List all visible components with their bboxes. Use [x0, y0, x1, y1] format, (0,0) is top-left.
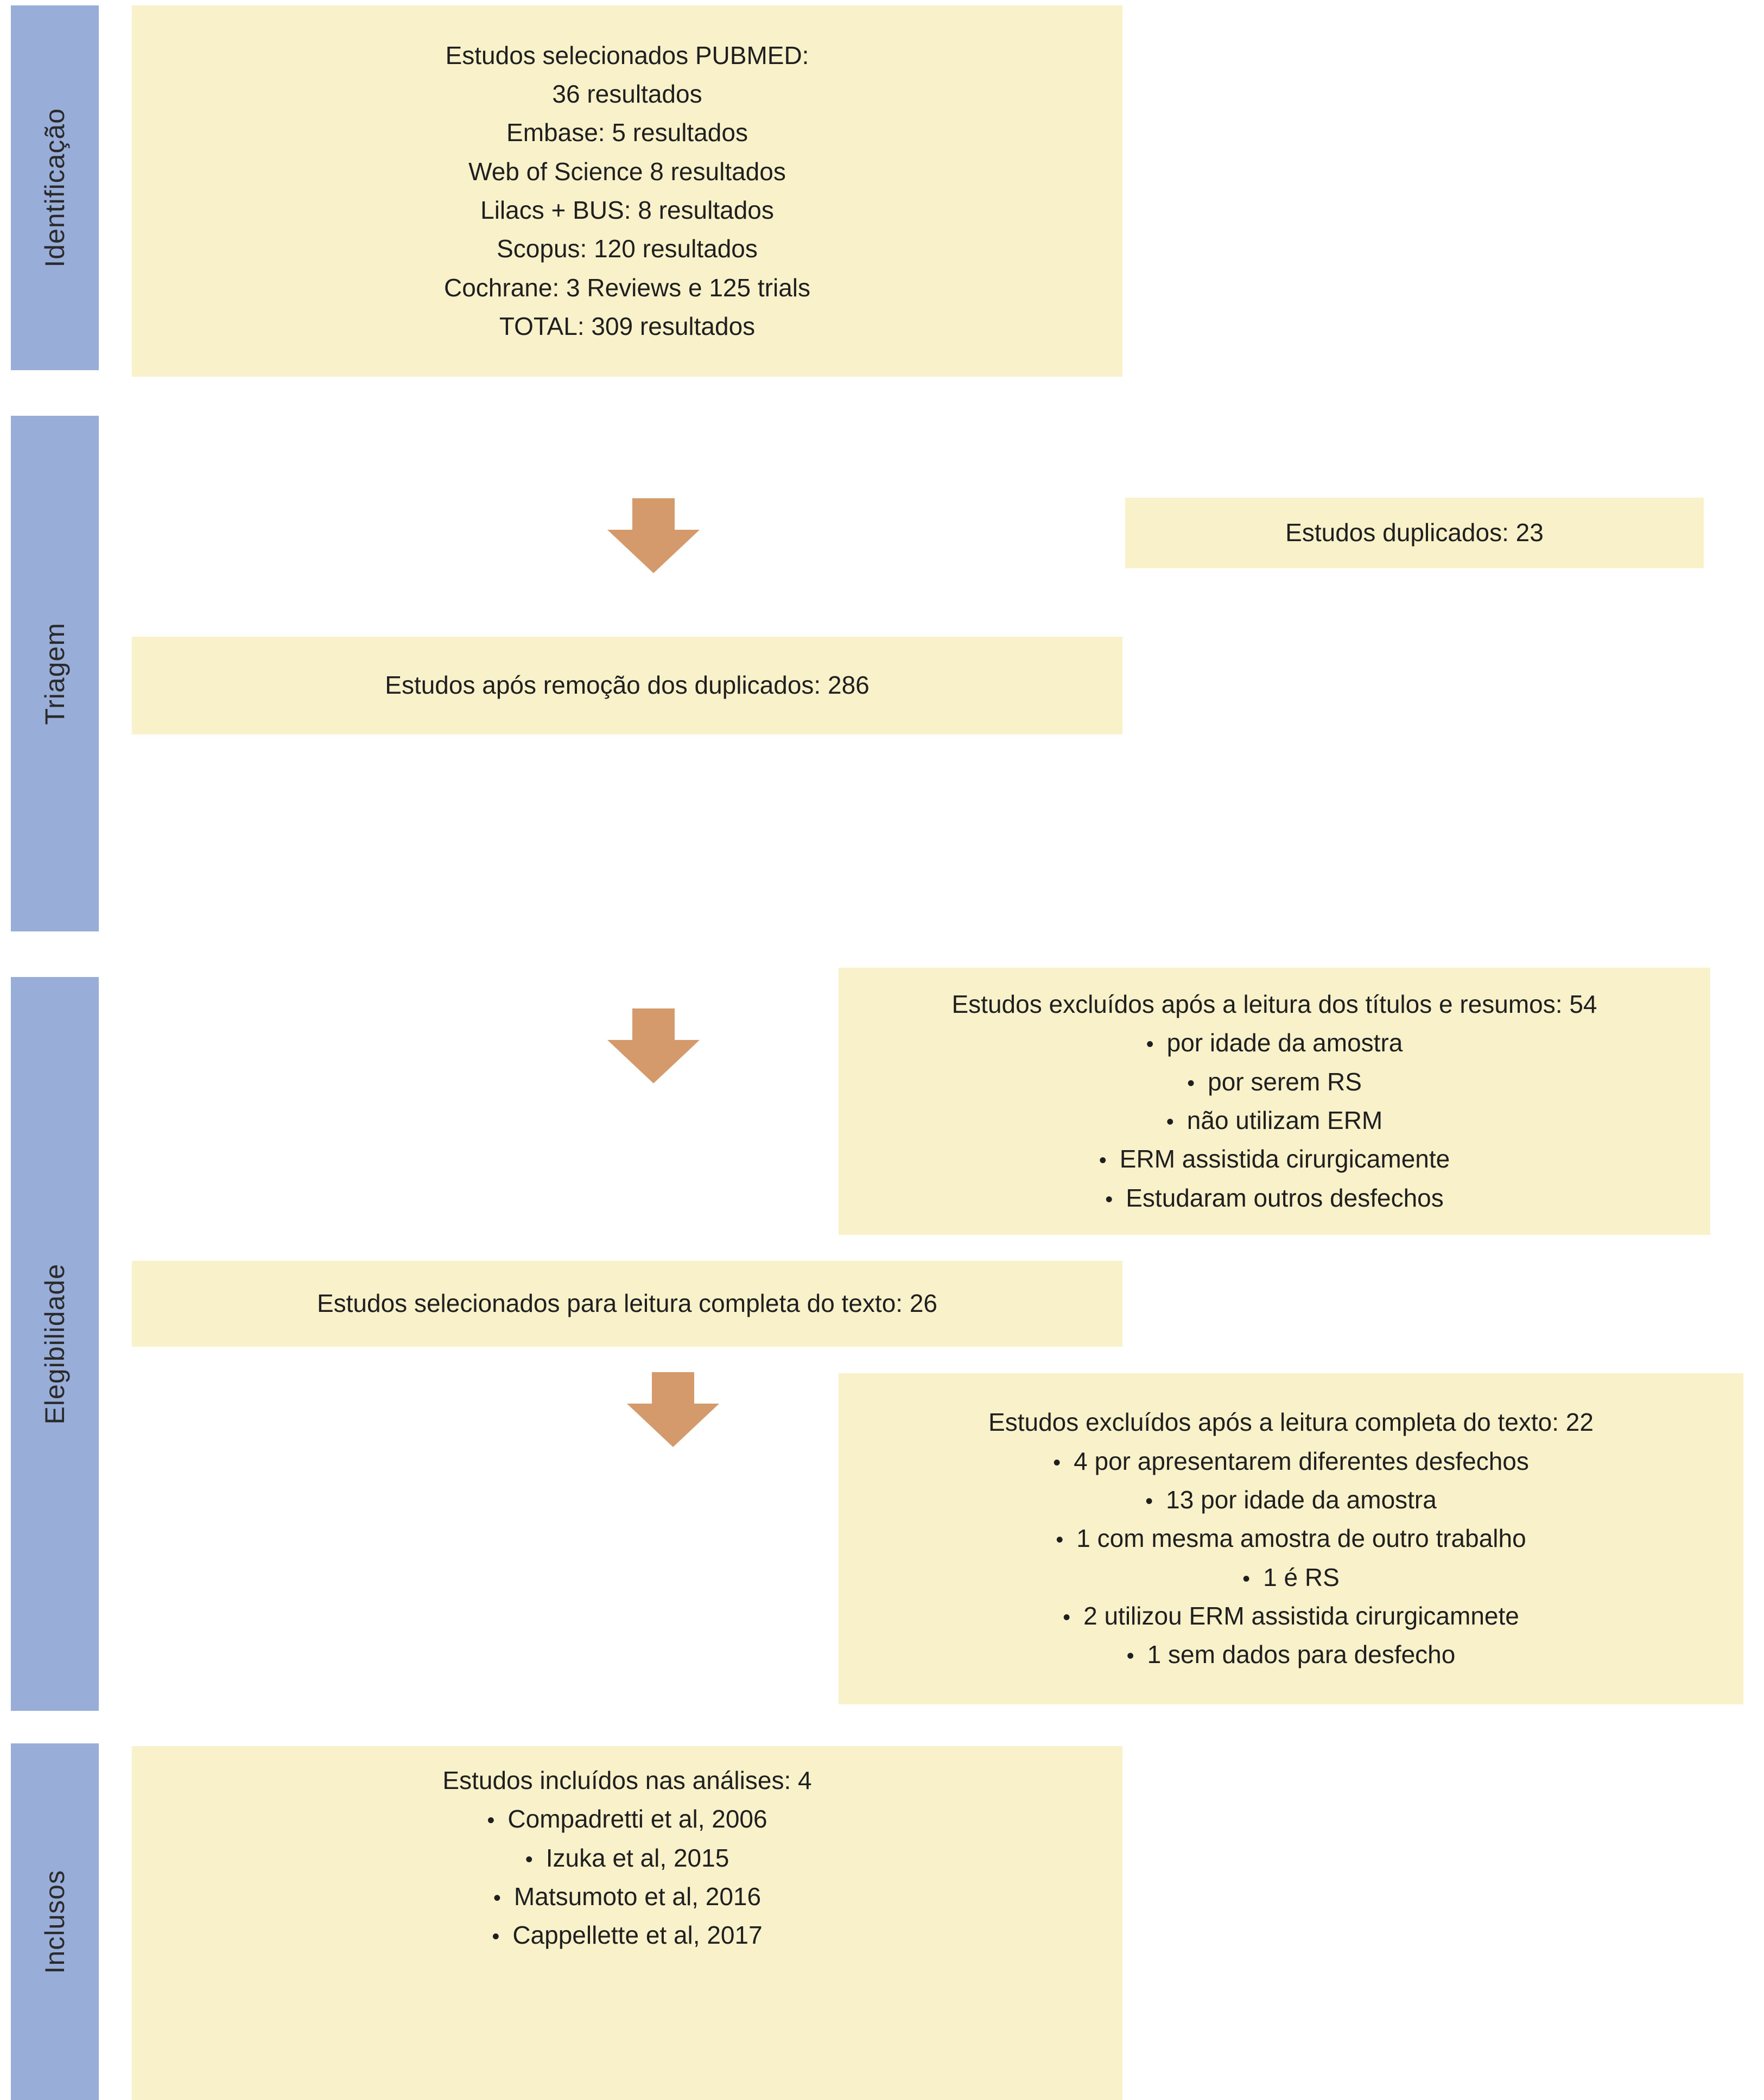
bullet-item [1053, 1519, 1529, 1558]
bullet-item [487, 1916, 767, 1955]
bullet-text: 1 é RS [1263, 1563, 1340, 1591]
bullet-icon: • [525, 1847, 533, 1871]
box-text: Estudos selecionados para leitura completa do texto: 26 [316, 1289, 938, 1318]
bullet-text: 1 sem dados para desfecho [1147, 1640, 1456, 1669]
text-line: Scopus: 120 resultados [497, 234, 758, 263]
flow-box-duplicates [1125, 498, 1704, 568]
bullet-list [487, 1800, 767, 1955]
bullet-icon: • [1145, 1489, 1153, 1514]
bullet-text: 2 utilizou ERM assistida cirurgicamnete [1083, 1601, 1519, 1630]
arrow-head [607, 1040, 700, 1083]
stage-bar-triagem [11, 416, 99, 931]
bullet-text: Compadretti et al, 2006 [507, 1805, 767, 1833]
down-arrow-icon [607, 1008, 700, 1083]
text-line: Web of Science 8 resultados [468, 157, 786, 186]
bullet-icon: • [1053, 1450, 1061, 1475]
flow-box-excluded-titles [839, 968, 1710, 1235]
bullet-text: ERM assistida cirurgicamente [1119, 1145, 1450, 1173]
bullet-icon: • [1056, 1528, 1064, 1552]
bullet-item [1053, 1597, 1529, 1635]
stage-label-triagem: Triagem [40, 622, 70, 725]
bullet-item [1053, 1442, 1529, 1481]
bullet-list [1053, 1442, 1529, 1674]
box-title: Estudos incluídos nas análises: 4 [442, 1766, 812, 1794]
arrow-shaft [632, 498, 675, 530]
bullet-icon: • [1126, 1644, 1134, 1668]
box-title: Estudos excluídos após a leitura completa do texto: 22 [988, 1408, 1594, 1437]
flow-box-included-studies [132, 1746, 1122, 2100]
flow-box-excluded-full-text [839, 1373, 1743, 1704]
bullet-text: 13 por idade da amostra [1166, 1486, 1437, 1514]
flow-box-after-duplicates [132, 637, 1122, 734]
bullet-item [1099, 1179, 1450, 1217]
bullet-item [1053, 1635, 1529, 1674]
stage-label-elegibilidade: Elegibilidade [40, 1263, 70, 1425]
bullet-text: 1 com mesma amostra de outro trabalho [1076, 1524, 1526, 1553]
bullet-icon: • [1063, 1605, 1071, 1629]
flow-box-full-text-selected [132, 1261, 1122, 1347]
bullet-item [1099, 1063, 1450, 1101]
bullet-text: por idade da amostra [1166, 1029, 1403, 1057]
bullet-item [487, 1800, 767, 1838]
bullet-icon: • [1187, 1071, 1195, 1095]
text-line: Embase: 5 resultados [506, 118, 748, 147]
bullet-icon: • [493, 1886, 501, 1910]
down-arrow-icon [627, 1372, 719, 1447]
bullet-item [487, 1839, 767, 1877]
text-line: Lilacs + BUS: 8 resultados [480, 196, 774, 224]
bullet-icon: • [492, 1925, 500, 1949]
bullet-text: por serem RS [1208, 1067, 1362, 1096]
stage-label-identificacao: Identificação [40, 108, 70, 268]
down-arrow-icon [607, 498, 700, 573]
bullet-item [1053, 1558, 1529, 1597]
bullet-item [1099, 1140, 1450, 1178]
arrow-shaft [652, 1372, 694, 1404]
text-line: Estudos selecionados PUBMED: [445, 41, 809, 69]
arrow-shaft [632, 1008, 675, 1040]
bullet-icon: • [1242, 1566, 1251, 1591]
bullet-icon: • [487, 1809, 495, 1833]
text-line: TOTAL: 309 resultados [499, 312, 756, 340]
bullet-text: não utilizam ERM [1186, 1106, 1383, 1134]
box-text: Estudos duplicados: 23 [1285, 518, 1544, 547]
bullet-item [1053, 1481, 1529, 1519]
stage-label-inclusos: Inclusos [40, 1869, 70, 1974]
bullet-item [487, 1877, 767, 1916]
bullet-text: Izuka et al, 2015 [545, 1843, 729, 1872]
bullet-text: Estudaram outros desfechos [1126, 1183, 1444, 1212]
stage-bar-elegibilidade [11, 977, 99, 1711]
flow-box-identification-sources [132, 5, 1122, 377]
text-line: 36 resultados [552, 80, 702, 109]
box-title: Estudos excluídos após a leitura dos títulos e resumos: 54 [951, 990, 1597, 1019]
bullet-text: Matsumoto et al, 2016 [513, 1882, 762, 1911]
bullet-icon: • [1099, 1149, 1107, 1173]
bullet-item [1099, 1024, 1450, 1062]
box-text: Estudos após remoção dos duplicados: 286 [385, 671, 870, 700]
arrow-head [607, 530, 700, 573]
bullet-icon: • [1166, 1110, 1174, 1134]
bullet-icon: • [1146, 1032, 1154, 1057]
bullet-item [1099, 1101, 1450, 1140]
bullet-list [1099, 1024, 1450, 1217]
text-line: Cochrane: 3 Reviews e 125 trials [444, 273, 810, 302]
bullet-text: 4 por apresentarem diferentes desfechos [1074, 1446, 1529, 1475]
bullet-icon: • [1105, 1187, 1113, 1211]
stage-bar-inclusos [11, 1743, 99, 2100]
arrow-head [627, 1404, 719, 1447]
stage-bar-identificacao [11, 5, 99, 370]
bullet-text: Cappellette et al, 2017 [512, 1921, 763, 1950]
